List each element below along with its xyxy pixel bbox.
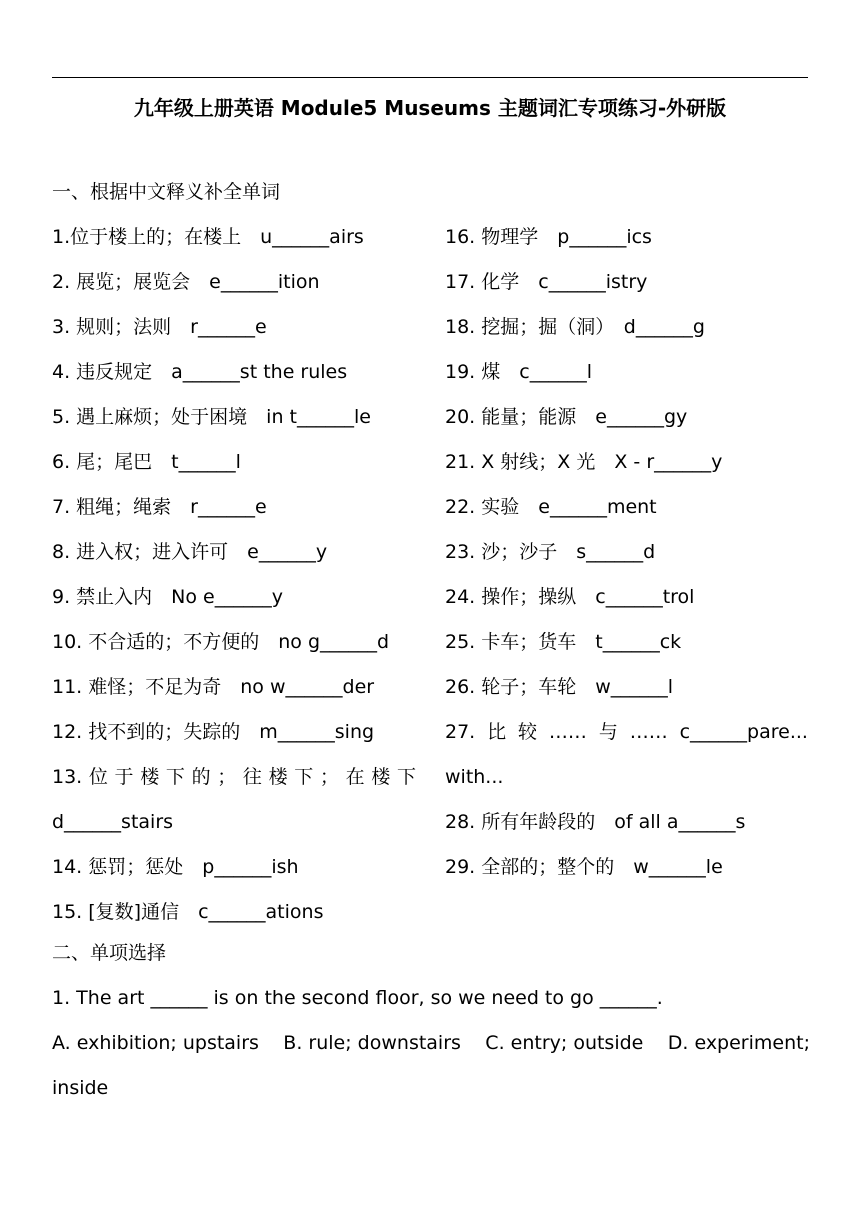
vocab-item-26: 26. 轮子；车轮 w______l — [445, 676, 674, 698]
vocab-item-15: 15. [复数]通信 c______ations — [52, 901, 324, 923]
question-1-stem: 1. The art ______ is on the second floor, so we need to go ______. — [52, 987, 663, 1009]
vocab-item-24: 24. 操作；操纵 c______trol — [445, 586, 695, 608]
item13-part: ； — [319, 766, 339, 788]
item13-part: ； — [217, 766, 237, 788]
vocab-item-20: 20. 能量；能源 e______gy — [445, 406, 688, 428]
vocab-item-17: 17. 化学 c______istry — [445, 271, 648, 293]
item13-part: 往 — [242, 766, 262, 788]
vocab-item-11: 11. 难怪；不足为奇 no w______der — [52, 676, 375, 698]
vocab-item-3: 3. 规则；法则 r______e — [52, 316, 267, 338]
section2-heading: 二、单项选择 — [52, 942, 167, 964]
option-b: B. rule; downstairs — [283, 1032, 461, 1054]
item27-part: 较 — [518, 721, 538, 743]
item13-part: 13. — [52, 766, 83, 788]
item13-part: 于 — [114, 766, 134, 788]
item13-part: 的 — [191, 766, 211, 788]
option-d: D. experiment; — [667, 1032, 810, 1054]
item13-part: 下 — [294, 766, 314, 788]
vocab-item-27-continued: with... — [445, 766, 504, 788]
question-1-options-continued: inside — [52, 1077, 109, 1099]
question-1-options — [52, 1031, 810, 1055]
vocab-item-23: 23. 沙；沙子 s______d — [445, 541, 656, 563]
vocab-item-9: 9. 禁止入内 No e______y — [52, 586, 283, 608]
vocab-item-13-continued: d______stairs — [52, 811, 174, 833]
vocab-item-19: 19. 煤 c______l — [445, 361, 592, 383]
header-rule — [52, 77, 808, 78]
item13-part: 楼 — [268, 766, 288, 788]
item13-part: 下 — [165, 766, 185, 788]
vocab-item-10: 10. 不合适的；不方便的 no g______d — [52, 631, 390, 653]
option-c: C. entry; outside — [485, 1032, 644, 1054]
vocab-item-6: 6. 尾；尾巴 t______l — [52, 451, 241, 473]
vocab-item-21: 21. X 射线；X 光 X - r______y — [445, 451, 723, 473]
item27-part: 27. — [445, 721, 476, 743]
vocab-item-1: 1.位于楼上的；在楼上 u______airs — [52, 226, 364, 248]
item13-part: 位 — [88, 766, 108, 788]
vocab-item-12: 12. 找不到的；失踪的 m______sing — [52, 721, 375, 743]
vocab-item-16: 16. 物理学 p______ics — [445, 226, 652, 248]
vocab-item-4: 4. 违反规定 a______st the rules — [52, 361, 348, 383]
vocab-item-28: 28. 所有年龄段的 of all a______s — [445, 811, 746, 833]
item27-part: …… — [548, 721, 587, 743]
vocab-item-25: 25. 卡车；货车 t______ck — [445, 631, 682, 653]
item13-part: 楼 — [140, 766, 160, 788]
vocab-item-22: 22. 实验 e______ment — [445, 496, 657, 518]
item27-part: …… — [629, 721, 668, 743]
item13-part: 楼 — [371, 766, 391, 788]
vocab-item-13 — [52, 765, 416, 789]
vocab-item-27 — [445, 720, 808, 744]
page-title: 九年级上册英语 Module5 Museums 主题词汇专项练习-外研版 — [133, 96, 727, 120]
vocab-item-18: 18. 挖掘；掘（洞） d______g — [445, 316, 705, 338]
vocab-item-8: 8. 进入权；进入许可 e______y — [52, 541, 328, 563]
vocab-item-14: 14. 惩罚；惩处 p______ish — [52, 856, 299, 878]
item13-part: 下 — [396, 766, 416, 788]
vocab-item-2: 2. 展览；展览会 e______ition — [52, 271, 320, 293]
item27-part: 比 — [487, 721, 507, 743]
section1-heading: 一、根据中文释义补全单词 — [52, 181, 281, 203]
item27-part: 与 — [598, 721, 618, 743]
option-a: A. exhibition; upstairs — [52, 1032, 259, 1054]
vocab-item-7: 7. 粗绳；绳索 r______e — [52, 496, 267, 518]
item27-part: c______pare... — [679, 721, 808, 743]
vocab-item-29: 29. 全部的；整个的 w______le — [445, 856, 723, 878]
item13-part: 在 — [345, 766, 365, 788]
vocab-item-5: 5. 遇上麻烦；处于困境 in t______le — [52, 406, 371, 428]
